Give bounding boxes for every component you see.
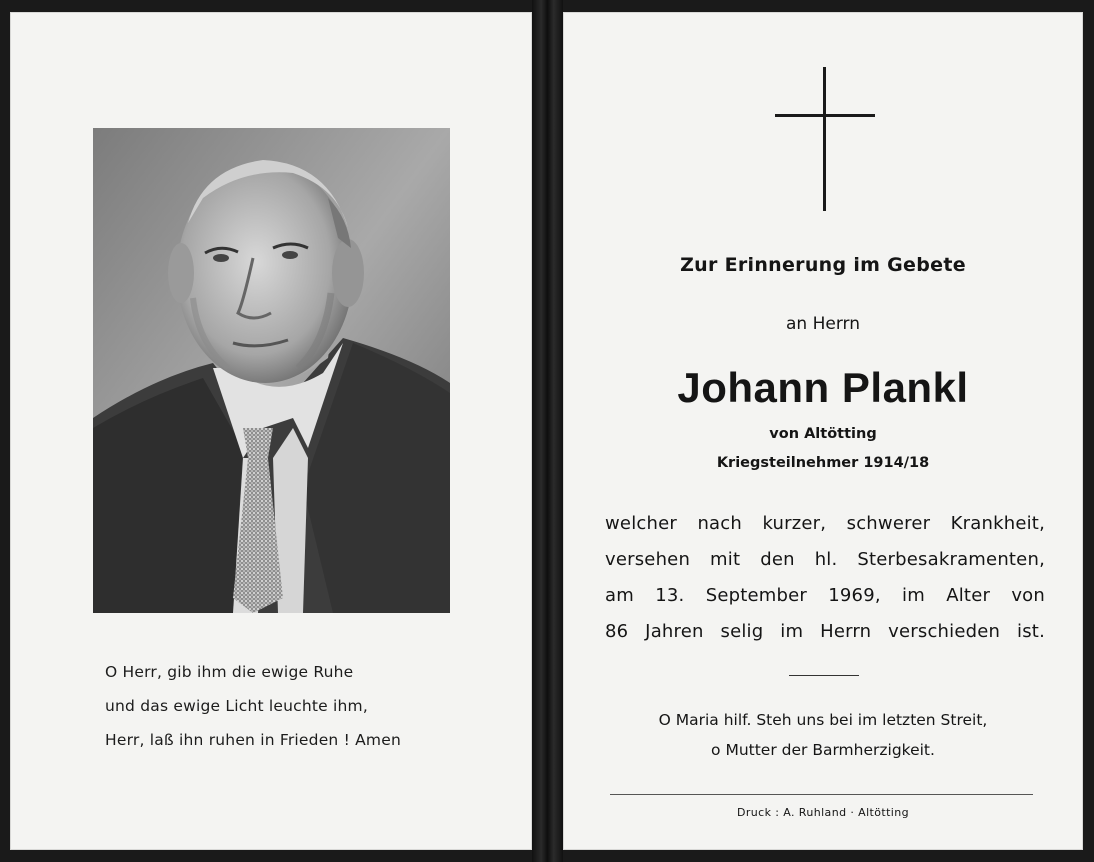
salutation: an Herrn (786, 314, 860, 334)
prayer-line: Herr, laß ihn ruhen in Frieden ! Amen (105, 731, 401, 749)
portrait-photo (93, 128, 450, 613)
remembrance-heading: Zur Erinnerung im Gebete (680, 254, 966, 276)
footer-divider (610, 794, 1033, 795)
veteran-status: Kriegsteilnehmer 1914/18 (716, 455, 930, 471)
obituary-line: welcher nach kurzer, schwerer Krankheit, (605, 513, 1045, 534)
cross-icon (775, 67, 875, 211)
invocation (563, 705, 1083, 765)
divider (789, 675, 859, 676)
invocation-line: o Mutter der Barmherzigkeit. (711, 741, 935, 759)
card-fold (532, 0, 563, 862)
prayer-line: O Herr, gib ihm die ewige Ruhe (105, 663, 354, 681)
right-card (563, 12, 1083, 850)
prayer-line: und das ewige Licht leuchte ihm, (105, 697, 368, 715)
prayer-text (105, 655, 505, 757)
obituary-body (605, 506, 1045, 650)
obituary-line: 86 Jahren selig im Herrn verschieden ist. (605, 621, 1045, 642)
left-card (10, 12, 532, 850)
invocation-line: O Maria hilf. Steh uns bei im letzten Streit, (658, 711, 988, 729)
obituary-line: versehen mit den hl. Sterbesakramenten, (605, 549, 1045, 570)
origin: von Altötting (769, 426, 877, 442)
obituary-line: am 13. September 1969, im Alter von (605, 585, 1045, 606)
printer-credit: Druck : A. Ruhland · Altötting (737, 806, 909, 819)
deceased-name: Johann Plankl (677, 364, 969, 411)
